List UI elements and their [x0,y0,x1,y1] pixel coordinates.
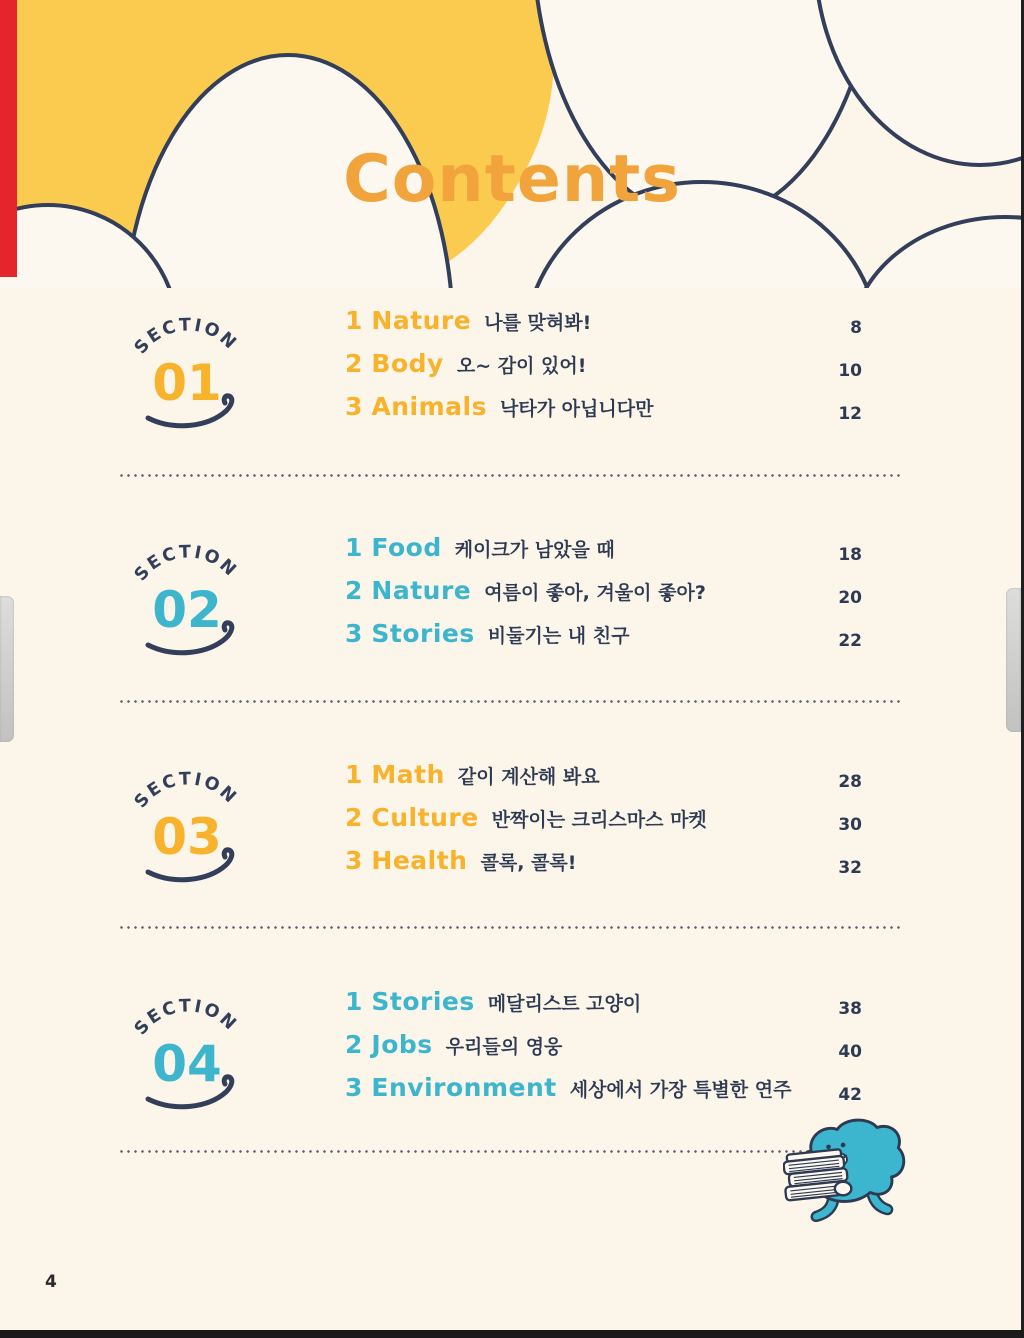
entry-subtitle: 나를 맞혀봐! [484,312,592,334]
section-number: 02 [152,581,222,639]
entry-number: 1 [345,533,363,562]
entry-title: Environment [371,1073,557,1102]
section-number: 01 [152,354,222,412]
entry-number: 2 [345,1030,363,1059]
entry-page-number: 18 [838,544,862,565]
dotted-divider [120,700,904,704]
toc-entry [345,803,862,846]
entry-page-number: 38 [838,998,862,1019]
section-label: SECTION [130,996,242,1040]
entry-page-number: 8 [850,317,862,338]
page-title: Contents [343,142,681,217]
entry-number: 2 [345,803,363,832]
mascot-illustration [783,1116,909,1234]
entry-page-number: 22 [838,630,862,651]
toc-entry [345,987,862,1030]
entry-subtitle: 여름이 좋아, 겨울이 좋아? [484,582,706,604]
toc-entry [345,349,862,392]
toc-entry [345,760,862,803]
svg-text:SECTION [131,315,242,358]
entry-title: Jobs [371,1030,433,1059]
entry-title: Nature [371,306,472,335]
entry-number: 1 [345,306,363,335]
section-number: 03 [152,808,222,866]
dotted-divider [120,474,904,478]
section-03-badge [122,748,252,888]
section-01-entries [345,306,862,435]
entry-page-number: 12 [838,403,862,424]
entry-number: 3 [345,1073,363,1102]
section-02-entries [345,533,862,662]
svg-text:SECTION [131,542,242,585]
dotted-divider [120,926,904,930]
entry-subtitle: 비둘기는 내 친구 [487,625,630,647]
entry-page-number: 30 [838,814,862,835]
mascot-hand [835,1182,851,1196]
footer-page-number: 4 [45,1272,57,1292]
toc-entry [345,533,862,576]
entry-number: 2 [345,349,363,378]
entry-title: Animals [371,392,487,421]
entry-title: Stories [371,619,475,648]
bookmark-ribbon [0,0,17,277]
entry-subtitle: 메달리스트 고양이 [487,993,642,1015]
mascot-eye [826,1145,831,1150]
toc-entry [345,392,862,435]
page-turn-handle-left[interactable] [0,596,14,742]
entry-subtitle: 낙타가 아닙니다만 [500,398,654,420]
entry-title: Nature [371,576,472,605]
mascot-eye [841,1143,846,1148]
entry-page-number: 42 [838,1084,862,1105]
section-label: SECTION [130,769,242,813]
section-label: SECTION [130,315,242,359]
entry-subtitle: 콜록, 콜록! [480,852,577,874]
section-02-badge [122,521,252,661]
toc-entry [345,619,862,662]
entry-subtitle: 같이 계산해 봐요 [457,766,600,788]
entry-subtitle: 오~ 감이 있어! [456,355,587,377]
entry-number: 1 [345,987,363,1016]
entry-number: 3 [345,392,363,421]
toc-entry [345,846,862,889]
toc-entry [345,576,862,619]
section-03-entries [345,760,862,889]
section-number: 04 [152,1035,222,1093]
section-04-entries [345,987,862,1116]
entry-subtitle: 우리들의 영웅 [445,1036,563,1058]
entry-title: Math [371,760,445,789]
toc-entry [345,1030,862,1073]
toc-entry [345,306,862,349]
entry-number: 2 [345,576,363,605]
entry-page-number: 28 [838,771,862,792]
entry-page-number: 32 [838,857,862,878]
toc-entry [345,1073,862,1116]
entry-subtitle: 세상에서 가장 특별한 연주 [569,1079,792,1101]
entry-number: 1 [345,760,363,789]
svg-text:SECTION [131,769,242,812]
entry-page-number: 40 [838,1041,862,1062]
page-bottom-edge [0,1330,1024,1338]
svg-text:SECTION [131,996,242,1039]
entry-title: Health [371,846,468,875]
section-04-badge [122,975,252,1115]
entry-title: Food [371,533,442,562]
section-label: SECTION [130,542,242,586]
entry-number: 3 [345,846,363,875]
entry-page-number: 10 [838,360,862,381]
entry-title: Body [371,349,444,378]
entry-subtitle: 반짝이는 크리스마스 마켓 [491,809,707,831]
entry-subtitle: 케이크가 남았을 때 [454,539,615,561]
section-01-badge [122,294,252,434]
entry-number: 3 [345,619,363,648]
entry-page-number: 20 [838,587,862,608]
entry-title: Culture [371,803,479,832]
page-turn-handle-right[interactable] [1006,588,1021,732]
entry-title: Stories [371,987,475,1016]
